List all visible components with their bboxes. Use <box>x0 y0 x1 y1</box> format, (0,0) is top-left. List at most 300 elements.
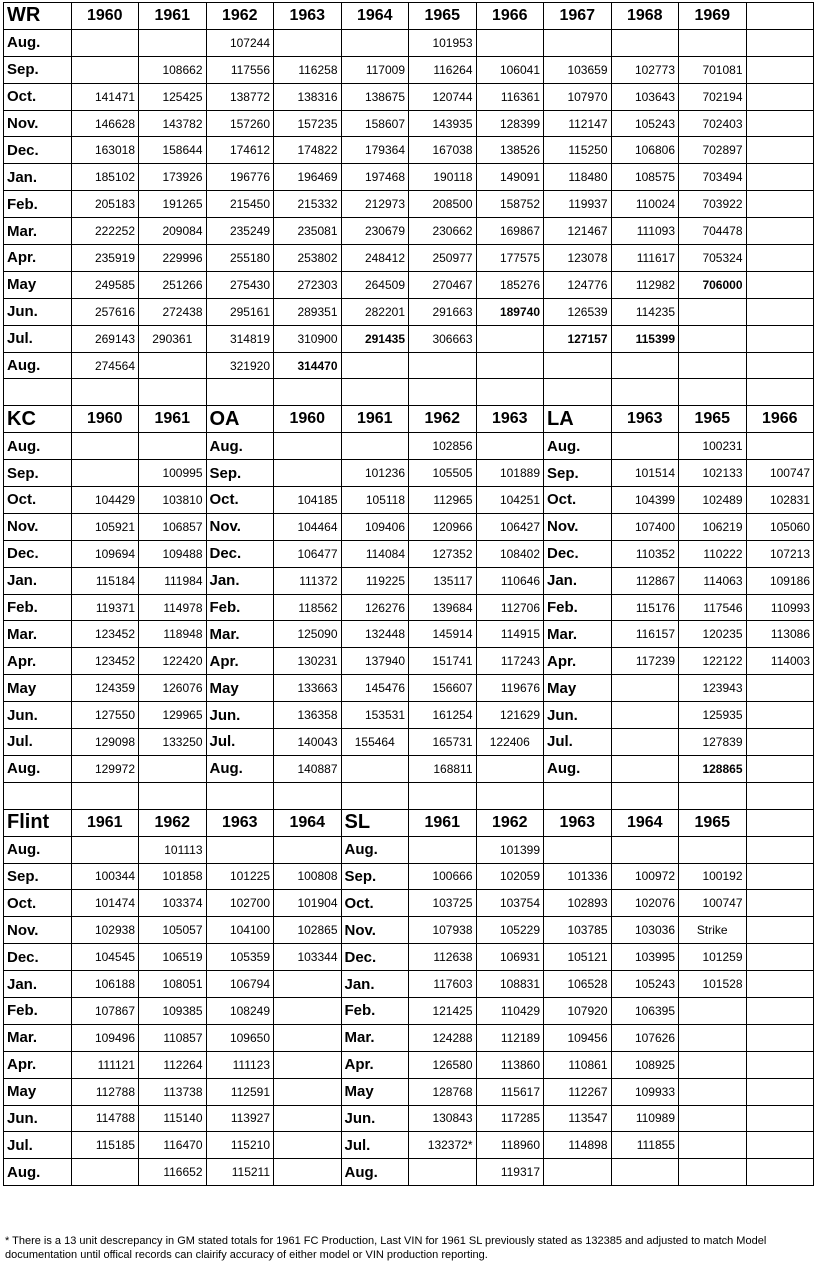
table-cell <box>746 836 814 863</box>
table-cell: 191265 <box>139 191 207 218</box>
month-label: Aug. <box>544 755 612 782</box>
table-cell: 110857 <box>139 1024 207 1051</box>
table-cell <box>746 1159 814 1186</box>
table-cell <box>476 325 544 352</box>
table-row <box>4 352 814 379</box>
section-header-row <box>4 3 814 30</box>
table-cell: 106477 <box>274 540 342 567</box>
table-cell: 109488 <box>139 540 207 567</box>
table-cell <box>341 352 409 379</box>
table-cell: 104251 <box>476 487 544 514</box>
table-cell: 103754 <box>476 890 544 917</box>
spacer-cell <box>476 379 544 406</box>
month-label: Feb. <box>4 594 72 621</box>
table-cell <box>679 29 747 56</box>
table-cell: 127157 <box>544 325 612 352</box>
table-cell <box>746 298 814 325</box>
table-cell <box>71 836 139 863</box>
year-header <box>746 809 814 836</box>
table-cell: 110993 <box>746 594 814 621</box>
table-cell: 110429 <box>476 997 544 1024</box>
table-cell: 119676 <box>476 675 544 702</box>
spacer-cell <box>341 782 409 809</box>
table-cell: 106519 <box>139 944 207 971</box>
month-label: Dec. <box>341 944 409 971</box>
table-cell: 103643 <box>611 83 679 110</box>
table-cell: 112965 <box>409 487 477 514</box>
month-label: Jun. <box>341 1105 409 1132</box>
table-cell: 105243 <box>611 971 679 998</box>
table-cell: 116258 <box>274 56 342 83</box>
table-cell: 143782 <box>139 110 207 137</box>
table-cell: 705324 <box>679 245 747 272</box>
table-cell: 107626 <box>611 1024 679 1051</box>
table-cell: 103344 <box>274 944 342 971</box>
month-label: Jul. <box>4 729 72 756</box>
table-cell: 185276 <box>476 271 544 298</box>
table-cell <box>679 1105 747 1132</box>
month-label: Nov. <box>544 513 612 540</box>
table-row <box>4 191 814 218</box>
table-cell <box>746 271 814 298</box>
month-label: Aug. <box>4 755 72 782</box>
table-cell: 289351 <box>274 298 342 325</box>
table-cell: 703922 <box>679 191 747 218</box>
table-cell: 157235 <box>274 110 342 137</box>
section-header-row <box>4 809 814 836</box>
table-cell: 129972 <box>71 755 139 782</box>
table-cell: 102865 <box>274 917 342 944</box>
table-cell <box>544 29 612 56</box>
table-cell: 128768 <box>409 1078 477 1105</box>
table-cell: 321920 <box>206 352 274 379</box>
table-cell: 109933 <box>611 1078 679 1105</box>
table-cell <box>544 1159 612 1186</box>
table-cell: 282201 <box>341 298 409 325</box>
table-cell: 119225 <box>341 567 409 594</box>
table-cell: 109694 <box>71 540 139 567</box>
table-cell <box>746 675 814 702</box>
month-label: Feb. <box>341 997 409 1024</box>
table-cell: 125425 <box>139 83 207 110</box>
table-cell <box>679 1024 747 1051</box>
table-cell: 112982 <box>611 271 679 298</box>
table-cell: 703494 <box>679 164 747 191</box>
table-cell: 108925 <box>611 1051 679 1078</box>
table-cell: 100747 <box>679 890 747 917</box>
table-cell: 118948 <box>139 621 207 648</box>
table-cell: 138772 <box>206 83 274 110</box>
table-cell <box>274 1051 342 1078</box>
table-cell: 108662 <box>139 56 207 83</box>
spacer-cell <box>409 782 477 809</box>
table-cell: 101514 <box>611 460 679 487</box>
month-label: Dec. <box>544 540 612 567</box>
table-cell: 108249 <box>206 997 274 1024</box>
table-cell: 102076 <box>611 890 679 917</box>
table-row <box>4 944 814 971</box>
table-cell: 105060 <box>746 513 814 540</box>
year-header: 1961 <box>409 809 477 836</box>
table-cell: 127550 <box>71 702 139 729</box>
table-cell <box>341 29 409 56</box>
table-row <box>4 298 814 325</box>
year-header: 1965 <box>409 3 477 30</box>
month-label: Jun. <box>4 1105 72 1132</box>
table-row <box>4 863 814 890</box>
table-cell: 306663 <box>409 325 477 352</box>
table-cell: 129965 <box>139 702 207 729</box>
table-cell: 145914 <box>409 621 477 648</box>
table-row <box>4 1132 814 1159</box>
table-cell <box>746 863 814 890</box>
month-label: Jul. <box>544 729 612 756</box>
year-header: 1965 <box>679 406 747 433</box>
table-cell: 116652 <box>139 1159 207 1186</box>
month-label: Aug. <box>4 29 72 56</box>
table-cell: 118960 <box>476 1132 544 1159</box>
month-label: Aug. <box>544 433 612 460</box>
table-cell: 118562 <box>274 594 342 621</box>
month-label: Apr. <box>4 245 72 272</box>
table-cell: 101336 <box>544 863 612 890</box>
table-cell: 102133 <box>679 460 747 487</box>
table-cell: 105921 <box>71 513 139 540</box>
month-label: Nov. <box>341 917 409 944</box>
month-label: Mar. <box>544 621 612 648</box>
table-cell: 136358 <box>274 702 342 729</box>
table-cell: 111855 <box>611 1132 679 1159</box>
table-cell: 105121 <box>544 944 612 971</box>
spacer-row <box>4 379 814 406</box>
table-cell: 120235 <box>679 621 747 648</box>
table-cell: 113547 <box>544 1105 612 1132</box>
table-cell: 105229 <box>476 917 544 944</box>
table-cell: 149091 <box>476 164 544 191</box>
table-row <box>4 513 814 540</box>
month-label: Mar. <box>4 1024 72 1051</box>
table-cell: 103036 <box>611 917 679 944</box>
table-cell: 107938 <box>409 917 477 944</box>
table-cell: 130843 <box>409 1105 477 1132</box>
year-header: 1963 <box>274 3 342 30</box>
table-row <box>4 755 814 782</box>
table-cell: 101528 <box>679 971 747 998</box>
year-header: 1968 <box>611 3 679 30</box>
table-row <box>4 1078 814 1105</box>
table-cell: 100995 <box>139 460 207 487</box>
table-cell: 101474 <box>71 890 139 917</box>
table-cell <box>611 729 679 756</box>
month-label: Jan. <box>4 971 72 998</box>
table-cell: 138526 <box>476 137 544 164</box>
year-header: 1967 <box>544 3 612 30</box>
table-cell: 272303 <box>274 271 342 298</box>
table-cell <box>274 836 342 863</box>
spacer-cell <box>746 782 814 809</box>
table-cell: 111123 <box>206 1051 274 1078</box>
year-header: 1964 <box>274 809 342 836</box>
table-cell: 109650 <box>206 1024 274 1051</box>
month-label: Jan. <box>206 567 274 594</box>
table-cell: 132372* <box>409 1132 477 1159</box>
table-row <box>4 245 814 272</box>
table-cell <box>139 352 207 379</box>
table-cell: 156607 <box>409 675 477 702</box>
table-cell: 114915 <box>476 621 544 648</box>
month-label: May <box>4 1078 72 1105</box>
table-cell: 117285 <box>476 1105 544 1132</box>
table-cell: 190118 <box>409 164 477 191</box>
table-cell: 101259 <box>679 944 747 971</box>
month-label: Apr. <box>206 648 274 675</box>
table-cell: 128865 <box>679 755 747 782</box>
table-cell: 112867 <box>611 567 679 594</box>
table-cell: 126580 <box>409 1051 477 1078</box>
table-cell: 108575 <box>611 164 679 191</box>
month-label: Jul. <box>206 729 274 756</box>
table-cell: 101889 <box>476 460 544 487</box>
table-cell <box>611 675 679 702</box>
month-label: Aug. <box>4 433 72 460</box>
table-cell: 101113 <box>139 836 207 863</box>
table-cell: 114084 <box>341 540 409 567</box>
table-cell: 123078 <box>544 245 612 272</box>
table-cell <box>679 1051 747 1078</box>
year-header: 1961 <box>71 809 139 836</box>
table-cell: 115250 <box>544 137 612 164</box>
table-cell: 128399 <box>476 110 544 137</box>
table-cell <box>679 1132 747 1159</box>
table-cell: 100972 <box>611 863 679 890</box>
month-label: May <box>206 675 274 702</box>
table-cell: 112706 <box>476 594 544 621</box>
table-cell: 116361 <box>476 83 544 110</box>
table-cell: 120966 <box>409 513 477 540</box>
table-cell: 111093 <box>611 218 679 245</box>
table-cell: 109406 <box>341 513 409 540</box>
section-header-row <box>4 406 814 433</box>
table-cell: 117239 <box>611 648 679 675</box>
table-cell: 117243 <box>476 648 544 675</box>
table-cell: 108402 <box>476 540 544 567</box>
table-cell: 102700 <box>206 890 274 917</box>
table-cell: 115211 <box>206 1159 274 1186</box>
month-label: Nov. <box>206 513 274 540</box>
month-label: Apr. <box>341 1051 409 1078</box>
table-cell: 111121 <box>71 1051 139 1078</box>
month-label: Jun. <box>544 702 612 729</box>
table-row <box>4 729 814 756</box>
table-cell <box>746 29 814 56</box>
table-cell: 115176 <box>611 594 679 621</box>
spacer-cell <box>4 379 72 406</box>
month-label: Dec. <box>4 944 72 971</box>
table-cell: 100747 <box>746 460 814 487</box>
table-cell <box>274 971 342 998</box>
table-cell: 255180 <box>206 245 274 272</box>
month-label: Feb. <box>206 594 274 621</box>
spacer-cell <box>206 782 274 809</box>
table-cell: 119317 <box>476 1159 544 1186</box>
table-cell: 117556 <box>206 56 274 83</box>
table-cell: 111372 <box>274 567 342 594</box>
year-header: 1960 <box>71 406 139 433</box>
table-cell: 205183 <box>71 191 139 218</box>
table-cell <box>746 218 814 245</box>
plant-label: SL <box>341 809 409 836</box>
table-cell <box>679 1159 747 1186</box>
month-label: Nov. <box>4 110 72 137</box>
table-cell <box>679 298 747 325</box>
table-cell <box>544 352 612 379</box>
table-cell: 153531 <box>341 702 409 729</box>
table-cell: 189740 <box>476 298 544 325</box>
table-cell <box>476 29 544 56</box>
table-row <box>4 29 814 56</box>
table-cell: 106528 <box>544 971 612 998</box>
table-cell: 108831 <box>476 971 544 998</box>
table-cell <box>341 433 409 460</box>
table-cell <box>746 729 814 756</box>
table-cell: 112591 <box>206 1078 274 1105</box>
table-cell: 125090 <box>274 621 342 648</box>
table-cell: 101904 <box>274 890 342 917</box>
table-row <box>4 702 814 729</box>
table-cell: 114235 <box>611 298 679 325</box>
table-cell: 235249 <box>206 218 274 245</box>
table-row <box>4 890 814 917</box>
month-label: Dec. <box>4 137 72 164</box>
table-cell: 127352 <box>409 540 477 567</box>
table-cell <box>746 702 814 729</box>
table-cell: 235919 <box>71 245 139 272</box>
table-cell: 275430 <box>206 271 274 298</box>
month-label: Feb. <box>4 997 72 1024</box>
table-cell <box>746 1024 814 1051</box>
table-cell: 112264 <box>139 1051 207 1078</box>
month-label: Apr. <box>4 648 72 675</box>
table-cell: 104100 <box>206 917 274 944</box>
spacer-cell <box>544 379 612 406</box>
table-cell: 105243 <box>611 110 679 137</box>
month-label: Aug. <box>341 836 409 863</box>
table-cell: 115184 <box>71 567 139 594</box>
table-cell: 110024 <box>611 191 679 218</box>
month-label: May <box>544 675 612 702</box>
table-row <box>4 971 814 998</box>
table-cell <box>746 352 814 379</box>
table-cell: 155464 <box>341 729 409 756</box>
table-cell: 107400 <box>611 513 679 540</box>
table-cell <box>274 1024 342 1051</box>
table-cell: 112788 <box>71 1078 139 1105</box>
table-cell <box>746 433 814 460</box>
table-cell: 112189 <box>476 1024 544 1051</box>
year-header: 1961 <box>139 406 207 433</box>
table-cell: 119937 <box>544 191 612 218</box>
table-cell <box>746 1105 814 1132</box>
spacer-cell <box>611 379 679 406</box>
table-row <box>4 1159 814 1186</box>
table-cell <box>139 755 207 782</box>
table-cell: 151741 <box>409 648 477 675</box>
table-cell <box>746 245 814 272</box>
table-cell: 103785 <box>544 917 612 944</box>
table-cell: 135117 <box>409 567 477 594</box>
table-cell: 249585 <box>71 271 139 298</box>
table-cell: 269143 <box>71 325 139 352</box>
year-header: 1962 <box>409 406 477 433</box>
table-row <box>4 917 814 944</box>
table-row <box>4 997 814 1024</box>
year-header: 1963 <box>476 406 544 433</box>
month-label: Jun. <box>4 298 72 325</box>
table-cell: 140043 <box>274 729 342 756</box>
table-cell: 158607 <box>341 110 409 137</box>
year-header: 1961 <box>341 406 409 433</box>
table-cell <box>611 29 679 56</box>
table-cell: 146628 <box>71 110 139 137</box>
spacer-cell <box>139 379 207 406</box>
table-cell: 101225 <box>206 863 274 890</box>
table-cell <box>71 460 139 487</box>
month-label: Aug. <box>206 755 274 782</box>
table-cell: 140887 <box>274 755 342 782</box>
table-cell <box>746 164 814 191</box>
table-cell: 169867 <box>476 218 544 245</box>
table-cell: 106857 <box>139 513 207 540</box>
month-label: May <box>341 1078 409 1105</box>
plant-label: LA <box>544 406 612 433</box>
month-label: Jan. <box>4 567 72 594</box>
table-cell: 104545 <box>71 944 139 971</box>
table-row <box>4 1051 814 1078</box>
table-cell: 116470 <box>139 1132 207 1159</box>
spacer-cell <box>341 379 409 406</box>
table-cell: 310900 <box>274 325 342 352</box>
table-cell: 126276 <box>341 594 409 621</box>
table-cell: 110989 <box>611 1105 679 1132</box>
table-cell: 121467 <box>544 218 612 245</box>
table-cell: 158644 <box>139 137 207 164</box>
table-cell: 101236 <box>341 460 409 487</box>
table-cell: 101858 <box>139 863 207 890</box>
table-row <box>4 56 814 83</box>
year-header: 1964 <box>611 809 679 836</box>
table-row <box>4 460 814 487</box>
plant-label: WR <box>4 3 72 30</box>
table-cell <box>71 433 139 460</box>
table-cell: 257616 <box>71 298 139 325</box>
table-cell <box>409 1159 477 1186</box>
month-label: Jul. <box>341 1132 409 1159</box>
table-cell: 110861 <box>544 1051 612 1078</box>
table-cell: 103810 <box>139 487 207 514</box>
plant-label: KC <box>4 406 72 433</box>
table-cell: 117603 <box>409 971 477 998</box>
spacer-cell <box>274 782 342 809</box>
year-header: 1962 <box>476 809 544 836</box>
table-cell: 122122 <box>679 648 747 675</box>
table-cell <box>611 1159 679 1186</box>
table-cell <box>746 997 814 1024</box>
table-cell: 290361 <box>139 325 207 352</box>
table-cell: 145476 <box>341 675 409 702</box>
table-row <box>4 567 814 594</box>
table-cell: 137940 <box>341 648 409 675</box>
year-header: 1969 <box>679 3 747 30</box>
